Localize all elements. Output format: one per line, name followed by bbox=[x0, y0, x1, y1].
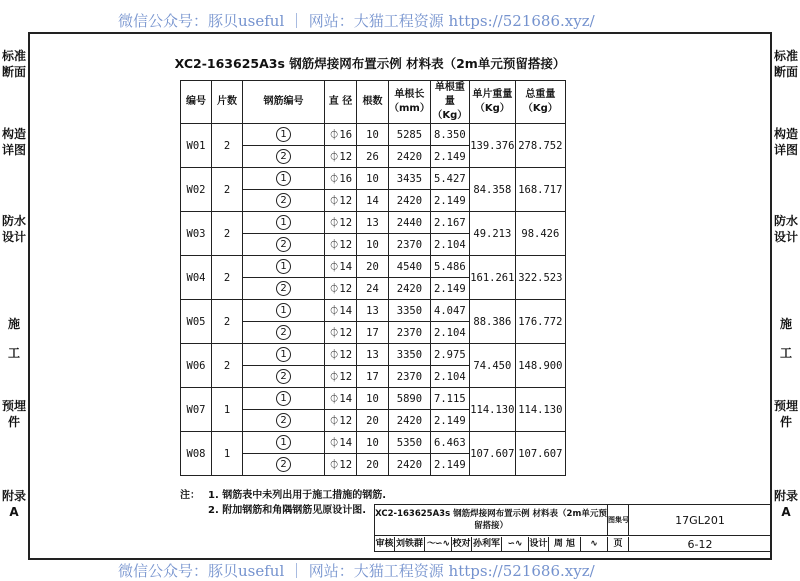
bar-length: 4540 bbox=[389, 256, 431, 278]
sheet-count: 2 bbox=[212, 212, 243, 256]
bar-number-cell bbox=[243, 366, 325, 388]
diameter: ⏀12 bbox=[325, 366, 357, 388]
column-header: 直 径 bbox=[325, 81, 357, 124]
sheet-count: 2 bbox=[212, 300, 243, 344]
bar-number: 2 bbox=[276, 457, 291, 472]
bar-number: 2 bbox=[276, 413, 291, 428]
bar-number-cell bbox=[243, 212, 325, 234]
bar-number-cell bbox=[243, 146, 325, 168]
piece-weight: 74.450 bbox=[469, 344, 515, 388]
bar-number-cell bbox=[243, 410, 325, 432]
page-label: 页 bbox=[608, 537, 629, 552]
table-row bbox=[181, 388, 566, 410]
reviewer-name: 刘铁群 bbox=[395, 537, 425, 552]
bar-number-cell bbox=[243, 234, 325, 256]
bar-number: 2 bbox=[276, 193, 291, 208]
piece-weight: 161.261 bbox=[469, 256, 515, 300]
diameter: ⏀12 bbox=[325, 344, 357, 366]
side-tabs-right bbox=[772, 0, 800, 581]
material-table bbox=[180, 80, 566, 476]
bar-weight: 5.427 bbox=[430, 168, 469, 190]
bar-number: 2 bbox=[276, 149, 291, 164]
sheet-id: W08 bbox=[181, 432, 212, 476]
side-tab[interactable]: 施 bbox=[779, 317, 792, 331]
designer-signature: ∿ bbox=[581, 537, 608, 552]
bar-quantity: 10 bbox=[357, 388, 389, 410]
bar-weight: 2.149 bbox=[430, 146, 469, 168]
bar-number: 1 bbox=[276, 435, 291, 450]
sheet-id: W04 bbox=[181, 256, 212, 300]
bar-length: 2370 bbox=[389, 322, 431, 344]
sheet-count: 2 bbox=[212, 168, 243, 212]
bar-weight: 8.350 bbox=[430, 124, 469, 146]
bar-number-cell bbox=[243, 300, 325, 322]
diameter: ⏀14 bbox=[325, 388, 357, 410]
bar-quantity: 26 bbox=[357, 146, 389, 168]
bar-length: 2420 bbox=[389, 278, 431, 300]
bar-length: 2420 bbox=[389, 454, 431, 476]
piece-weight: 88.386 bbox=[469, 300, 515, 344]
table-row bbox=[181, 432, 566, 454]
bar-number: 2 bbox=[276, 281, 291, 296]
diameter: ⏀14 bbox=[325, 256, 357, 278]
column-header: 单根重量（Kg） bbox=[430, 81, 469, 124]
bar-quantity: 24 bbox=[357, 278, 389, 300]
total-weight: 114.130 bbox=[515, 388, 565, 432]
design-label: 设计 bbox=[529, 537, 549, 552]
page-number: 6-12 bbox=[687, 538, 713, 551]
atlas-number: 17GL201 bbox=[629, 505, 771, 536]
bar-quantity: 13 bbox=[357, 212, 389, 234]
sheet-id: W07 bbox=[181, 388, 212, 432]
checker-name: 孙利军 bbox=[472, 537, 502, 552]
diameter: ⏀16 bbox=[325, 124, 357, 146]
column-header: 总重量（Kg） bbox=[515, 81, 565, 124]
bar-number: 1 bbox=[276, 171, 291, 186]
diameter: ⏀14 bbox=[325, 432, 357, 454]
sheet-count: 1 bbox=[212, 388, 243, 432]
bar-length: 3350 bbox=[389, 344, 431, 366]
table-row bbox=[181, 168, 566, 190]
bar-number-cell bbox=[243, 388, 325, 410]
bar-length: 5285 bbox=[389, 124, 431, 146]
reviewer-signature: ～∽∿ bbox=[425, 537, 452, 552]
bar-quantity: 13 bbox=[357, 300, 389, 322]
bar-length: 2420 bbox=[389, 146, 431, 168]
piece-weight: 139.376 bbox=[469, 124, 515, 168]
bar-number-cell bbox=[243, 344, 325, 366]
bar-number-cell bbox=[243, 124, 325, 146]
review-label: 审核 bbox=[375, 537, 395, 552]
bar-weight: 2.149 bbox=[430, 410, 469, 432]
bar-number: 2 bbox=[276, 369, 291, 384]
side-tab[interactable]: 预埋件 bbox=[1, 399, 26, 429]
check-label: 校对 bbox=[452, 537, 472, 552]
column-header: 编号 bbox=[181, 81, 212, 124]
bar-weight: 2.104 bbox=[430, 366, 469, 388]
watermark-bottom: 微信公众号：豚贝useful ｜ 网站：大猫工程资源 https://521686.xyz/ bbox=[118, 562, 595, 580]
total-weight: 107.607 bbox=[515, 432, 565, 476]
diameter: ⏀12 bbox=[325, 190, 357, 212]
sheet-id: W02 bbox=[181, 168, 212, 212]
table-title: XC2-163625A3s 钢筋焊接网布置示例 材料表（2m单元预留搭接） bbox=[174, 56, 566, 71]
bar-number-cell bbox=[243, 432, 325, 454]
bar-quantity: 20 bbox=[357, 410, 389, 432]
sheet-count: 2 bbox=[212, 344, 243, 388]
bar-weight: 5.486 bbox=[430, 256, 469, 278]
bar-length: 2420 bbox=[389, 190, 431, 212]
diameter: ⏀14 bbox=[325, 300, 357, 322]
column-header: 单根长（mm） bbox=[389, 81, 431, 124]
diameter: ⏀12 bbox=[325, 410, 357, 432]
side-tab[interactable]: 标准断面 bbox=[1, 49, 26, 79]
bar-number-cell bbox=[243, 322, 325, 344]
diameter: ⏀12 bbox=[325, 212, 357, 234]
side-tabs-left bbox=[0, 0, 28, 581]
side-tab[interactable]: 构造详图 bbox=[1, 127, 26, 157]
bar-weight: 2.149 bbox=[430, 454, 469, 476]
piece-weight: 49.213 bbox=[469, 212, 515, 256]
bar-number: 2 bbox=[276, 237, 291, 252]
piece-weight: 114.130 bbox=[469, 388, 515, 432]
column-header: 钢筋编号 bbox=[243, 81, 325, 124]
side-tab[interactable]: 标准断面 bbox=[773, 49, 798, 79]
diameter: ⏀12 bbox=[325, 234, 357, 256]
sheet-count: 2 bbox=[212, 124, 243, 168]
bar-quantity: 10 bbox=[357, 124, 389, 146]
column-header: 根数 bbox=[357, 81, 389, 124]
bar-length: 3350 bbox=[389, 300, 431, 322]
bar-weight: 7.115 bbox=[430, 388, 469, 410]
table-row bbox=[181, 256, 566, 278]
bar-weight: 6.463 bbox=[430, 432, 469, 454]
bar-length: 2420 bbox=[389, 410, 431, 432]
bar-quantity: 13 bbox=[357, 344, 389, 366]
total-weight: 176.772 bbox=[515, 300, 565, 344]
notes bbox=[180, 488, 386, 518]
diameter: ⏀16 bbox=[325, 168, 357, 190]
note-item: 1. 钢筋表中未列出用于施工措施的钢筋. bbox=[208, 490, 387, 501]
bar-length: 3435 bbox=[389, 168, 431, 190]
bar-length: 2440 bbox=[389, 212, 431, 234]
sheet-count: 2 bbox=[212, 256, 243, 300]
total-weight: 278.752 bbox=[515, 124, 565, 168]
bar-length: 5350 bbox=[389, 432, 431, 454]
diameter: ⏀12 bbox=[325, 146, 357, 168]
bar-length: 5890 bbox=[389, 388, 431, 410]
bar-number: 1 bbox=[276, 347, 291, 362]
bar-weight: 4.047 bbox=[430, 300, 469, 322]
side-tab[interactable]: 防水设计 bbox=[1, 214, 26, 244]
side-tab[interactable]: 工 bbox=[7, 346, 20, 360]
bar-number: 1 bbox=[276, 127, 291, 142]
bar-number-cell bbox=[243, 454, 325, 476]
sheet-id: W01 bbox=[181, 124, 212, 168]
bar-quantity: 20 bbox=[357, 256, 389, 278]
bar-weight: 2.104 bbox=[430, 322, 469, 344]
side-tab[interactable]: 工 bbox=[779, 346, 792, 360]
bar-quantity: 10 bbox=[357, 234, 389, 256]
title-block bbox=[374, 504, 772, 552]
table-row bbox=[181, 124, 566, 146]
bar-quantity: 17 bbox=[357, 322, 389, 344]
table-row bbox=[181, 300, 566, 322]
total-weight: 322.523 bbox=[515, 256, 565, 300]
bar-length: 2370 bbox=[389, 234, 431, 256]
bar-number-cell bbox=[243, 278, 325, 300]
diameter: ⏀12 bbox=[325, 278, 357, 300]
watermark-top: 微信公众号：豚贝useful ｜ 网站：大猫工程资源 https://521686.xyz/ bbox=[118, 12, 595, 30]
title-block-title: XC2-163625A3s 钢筋焊接网布置示例 材料表（2m单元预留搭接） bbox=[375, 505, 608, 536]
bar-number: 1 bbox=[276, 215, 291, 230]
atlas-label: 图集号 bbox=[608, 505, 629, 536]
total-weight: 168.717 bbox=[515, 168, 565, 212]
bar-number-cell bbox=[243, 168, 325, 190]
table-row bbox=[181, 344, 566, 366]
column-header: 单片重量（Kg） bbox=[469, 81, 515, 124]
bar-quantity: 20 bbox=[357, 454, 389, 476]
piece-weight: 84.358 bbox=[469, 168, 515, 212]
side-tab[interactable]: 施 bbox=[7, 317, 20, 331]
bar-number: 1 bbox=[276, 303, 291, 318]
sheet-id: W05 bbox=[181, 300, 212, 344]
bar-weight: 2.149 bbox=[430, 190, 469, 212]
table-row bbox=[181, 212, 566, 234]
bar-number: 2 bbox=[276, 325, 291, 340]
checker-signature: ∽∿ bbox=[502, 537, 529, 552]
diameter: ⏀12 bbox=[325, 454, 357, 476]
bar-quantity: 17 bbox=[357, 366, 389, 388]
note-item: 2. 附加钢筋和角隅钢筋见原设计图. bbox=[208, 505, 367, 516]
bar-weight: 2.104 bbox=[430, 234, 469, 256]
side-tab[interactable]: 构造详图 bbox=[773, 127, 798, 157]
notes-label: 注： bbox=[180, 490, 200, 501]
side-tab[interactable]: 附录A bbox=[1, 489, 26, 519]
bar-weight: 2.975 bbox=[430, 344, 469, 366]
sheet-count: 1 bbox=[212, 432, 243, 476]
bar-quantity: 10 bbox=[357, 168, 389, 190]
bar-weight: 2.149 bbox=[430, 278, 469, 300]
side-tab[interactable]: 防水设计 bbox=[773, 214, 798, 244]
side-tab[interactable]: 预埋件 bbox=[773, 399, 798, 429]
bar-length: 2370 bbox=[389, 366, 431, 388]
total-weight: 98.426 bbox=[515, 212, 565, 256]
bar-number-cell bbox=[243, 256, 325, 278]
total-weight: 148.900 bbox=[515, 344, 565, 388]
bar-quantity: 14 bbox=[357, 190, 389, 212]
designer-name: 周 旭 bbox=[549, 537, 581, 552]
piece-weight: 107.607 bbox=[469, 432, 515, 476]
bar-quantity: 10 bbox=[357, 432, 389, 454]
sheet-id: W06 bbox=[181, 344, 212, 388]
bar-number: 1 bbox=[276, 391, 291, 406]
side-tab[interactable]: 附录A bbox=[773, 489, 798, 519]
sheet-id: W03 bbox=[181, 212, 212, 256]
bar-number-cell bbox=[243, 190, 325, 212]
bar-weight: 2.167 bbox=[430, 212, 469, 234]
bar-number: 1 bbox=[276, 259, 291, 274]
diameter: ⏀12 bbox=[325, 322, 357, 344]
column-header: 片数 bbox=[212, 81, 243, 124]
